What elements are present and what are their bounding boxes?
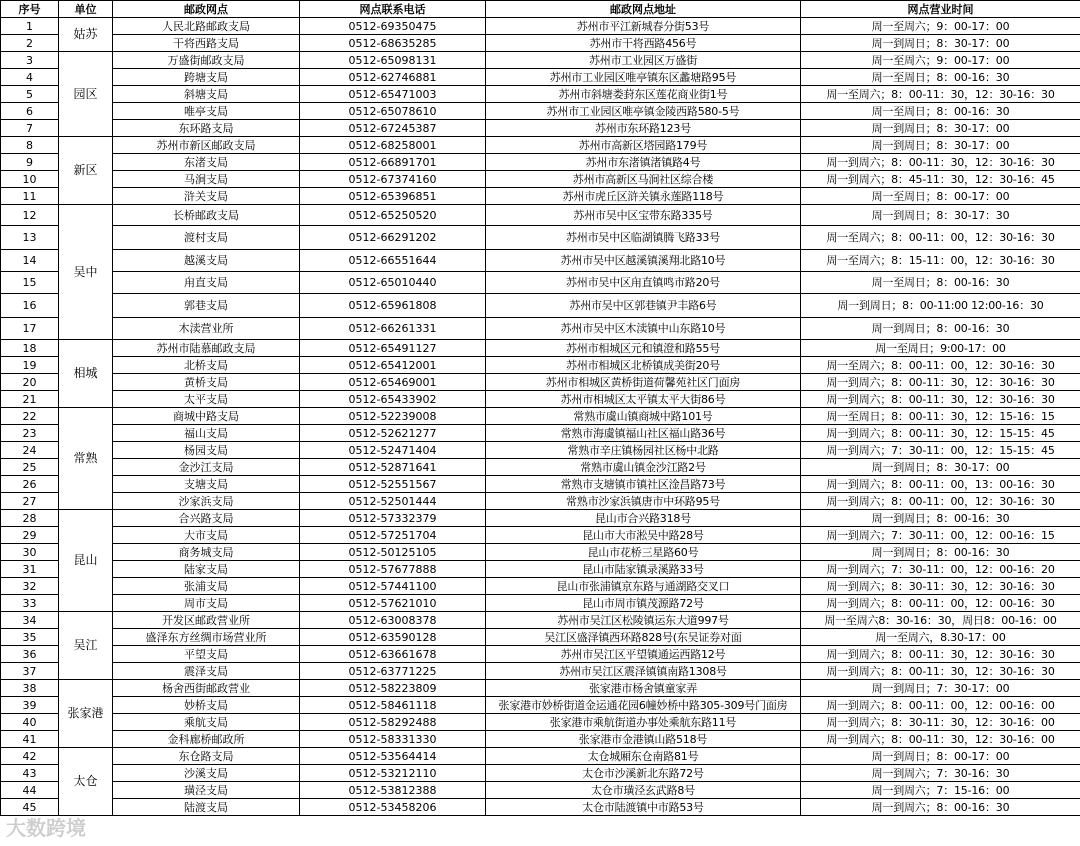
cell-address: 昆山市陆家镇录溪路33号 (486, 561, 801, 578)
cell-hours: 周一到周六；8：45-11：30，12：30-16：45 (801, 171, 1080, 188)
cell-index: 42 (1, 748, 59, 765)
cell-branch: 陆渡支局 (113, 799, 300, 816)
cell-branch: 合兴路支局 (113, 510, 300, 527)
cell-hours: 周一至周六8：30-16：30，周日8：00-16：00 (801, 612, 1080, 629)
header-phone: 网点联系电话 (300, 1, 486, 18)
cell-phone: 0512-66261331 (300, 318, 486, 340)
cell-address: 常熟市虞山镇金沙江路2号 (486, 459, 801, 476)
cell-hours: 周一到周日；8：30-17：30 (801, 205, 1080, 226)
cell-address: 苏州市干将西路456号 (486, 35, 801, 52)
cell-index: 21 (1, 391, 59, 408)
cell-phone: 0512-66891701 (300, 154, 486, 171)
cell-phone: 0512-65250520 (300, 205, 486, 226)
table-row (1, 250, 1080, 272)
cell-index: 45 (1, 799, 59, 816)
cell-index: 38 (1, 680, 59, 697)
cell-address: 昆山市花桥三星路60号 (486, 544, 801, 561)
table-row (1, 226, 1080, 250)
cell-branch: 斜塘支局 (113, 86, 300, 103)
cell-hours: 周一到周日；8：00-16：30 (801, 510, 1080, 527)
cell-index: 29 (1, 527, 59, 544)
cell-phone: 0512-58292488 (300, 714, 486, 731)
cell-index: 19 (1, 357, 59, 374)
cell-phone: 0512-65433902 (300, 391, 486, 408)
cell-branch: 大市支局 (113, 527, 300, 544)
cell-hours: 周一到周日；8：30-17：00 (801, 35, 1080, 52)
cell-index: 13 (1, 226, 59, 250)
cell-index: 9 (1, 154, 59, 171)
cell-branch: 乘航支局 (113, 714, 300, 731)
cell-phone: 0512-57251704 (300, 527, 486, 544)
cell-index: 32 (1, 578, 59, 595)
table-row (1, 510, 1080, 527)
cell-address: 苏州市高新区马涧社区综合楼 (486, 171, 801, 188)
cell-index: 6 (1, 103, 59, 120)
cell-address: 苏州市东环路123号 (486, 120, 801, 137)
table-row (1, 408, 1080, 425)
cell-index: 39 (1, 697, 59, 714)
cell-phone: 0512-52501444 (300, 493, 486, 510)
table-row (1, 782, 1080, 799)
cell-address: 苏州市吴中区宝带东路335号 (486, 205, 801, 226)
cell-branch: 黄桥支局 (113, 374, 300, 391)
cell-index: 7 (1, 120, 59, 137)
cell-unit: 常熟 (59, 408, 113, 510)
cell-address: 苏州市虎丘区浒关镇永莲路118号 (486, 188, 801, 205)
cell-address: 苏州市吴中区越溪镇溪翔北路10号 (486, 250, 801, 272)
cell-branch: 张浦支局 (113, 578, 300, 595)
cell-branch: 杨园支局 (113, 442, 300, 459)
cell-phone: 0512-50125105 (300, 544, 486, 561)
cell-branch: 震泽支局 (113, 663, 300, 680)
cell-address: 昆山市张浦镇京东路与通湖路交叉口 (486, 578, 801, 595)
cell-hours: 周一到周六；8：00-16：30 (801, 799, 1080, 816)
cell-index: 43 (1, 765, 59, 782)
table-row (1, 527, 1080, 544)
cell-phone: 0512-53812388 (300, 782, 486, 799)
cell-phone: 0512-53212110 (300, 765, 486, 782)
cell-index: 41 (1, 731, 59, 748)
cell-branch: 东渚支局 (113, 154, 300, 171)
table-row (1, 86, 1080, 103)
cell-branch: 长桥邮政支局 (113, 205, 300, 226)
cell-branch: 人民北路邮政支局 (113, 18, 300, 35)
table-row (1, 799, 1080, 816)
cell-index: 25 (1, 459, 59, 476)
cell-address: 太仓市陆渡镇中市路53号 (486, 799, 801, 816)
header-unit: 单位 (59, 1, 113, 18)
cell-hours: 周一到周日；8：00-16：30 (801, 318, 1080, 340)
cell-index: 1 (1, 18, 59, 35)
table-row (1, 544, 1080, 561)
cell-unit: 姑苏 (59, 18, 113, 52)
cell-address: 张家港市金港镇山路518号 (486, 731, 801, 748)
cell-phone: 0512-52551567 (300, 476, 486, 493)
cell-unit: 张家港 (59, 680, 113, 748)
cell-branch: 金科廊桥邮政所 (113, 731, 300, 748)
cell-address: 张家港市乘航街道办事处乘航东路11号 (486, 714, 801, 731)
cell-unit: 太仓 (59, 748, 113, 816)
table-row (1, 103, 1080, 120)
cell-phone: 0512-53458206 (300, 799, 486, 816)
cell-hours: 周一到周日；8：00-11:00 12:00-16：30 (801, 294, 1080, 318)
cell-branch: 杨舍西街邮政营业 (113, 680, 300, 697)
cell-phone: 0512-65010440 (300, 272, 486, 294)
cell-unit: 园区 (59, 52, 113, 137)
table-row (1, 35, 1080, 52)
cell-index: 2 (1, 35, 59, 52)
cell-phone: 0512-67245387 (300, 120, 486, 137)
cell-index: 31 (1, 561, 59, 578)
header-hours: 网点营业时间 (801, 1, 1080, 18)
cell-address: 常熟市支塘镇市镇社区淦昌路73号 (486, 476, 801, 493)
cell-branch: 璜泾支局 (113, 782, 300, 799)
cell-index: 20 (1, 374, 59, 391)
cell-branch: 周市支局 (113, 595, 300, 612)
cell-index: 17 (1, 318, 59, 340)
cell-address: 苏州市东渚镇渚镇路4号 (486, 154, 801, 171)
cell-hours: 周一到周六；8：00-11：30，12：30-16：00 (801, 731, 1080, 748)
cell-address: 张家港市杨舍镇童家弄 (486, 680, 801, 697)
cell-hours: 周一到周日；8：00-16：30 (801, 544, 1080, 561)
cell-address: 苏州市工业园区万盛街 (486, 52, 801, 69)
cell-hours: 周一至周日；8：00-11：30，12：15-16：15 (801, 408, 1080, 425)
cell-address: 苏州市吴中区甪直镇鸣市路20号 (486, 272, 801, 294)
table-row (1, 697, 1080, 714)
table-row (1, 595, 1080, 612)
cell-branch: 木渎营业所 (113, 318, 300, 340)
cell-index: 5 (1, 86, 59, 103)
cell-hours: 周一到周六；7：30-11：00，12：00-16：15 (801, 527, 1080, 544)
table-row (1, 154, 1080, 171)
cell-phone: 0512-69350475 (300, 18, 486, 35)
cell-index: 16 (1, 294, 59, 318)
cell-branch: 支塘支局 (113, 476, 300, 493)
cell-address: 常熟市虞山镇商城中路101号 (486, 408, 801, 425)
table-row (1, 188, 1080, 205)
cell-index: 14 (1, 250, 59, 272)
cell-unit: 昆山 (59, 510, 113, 612)
cell-branch: 郭巷支局 (113, 294, 300, 318)
cell-address: 苏州市相城区黄桥街道荷馨苑社区门面房 (486, 374, 801, 391)
cell-address: 太仓城厢东仓南路81号 (486, 748, 801, 765)
table-row (1, 205, 1080, 226)
cell-branch: 北桥支局 (113, 357, 300, 374)
cell-phone: 0512-65098131 (300, 52, 486, 69)
cell-address: 苏州市吴江区松陵镇运东大道997号 (486, 612, 801, 629)
cell-index: 33 (1, 595, 59, 612)
cell-branch: 唯亭支局 (113, 103, 300, 120)
cell-branch: 东仓路支局 (113, 748, 300, 765)
cell-hours: 周一到周六；8：00-11：30，12：30-16：30 (801, 663, 1080, 680)
cell-hours: 周一至周六；8：00-11：00，12：30-16：30 (801, 357, 1080, 374)
header-branch: 邮政网点 (113, 1, 300, 18)
cell-branch: 沙家浜支局 (113, 493, 300, 510)
table-row (1, 318, 1080, 340)
cell-hours: 周一到周日；8：30-17：00 (801, 459, 1080, 476)
cell-index: 18 (1, 340, 59, 357)
cell-index: 37 (1, 663, 59, 680)
table-row (1, 340, 1080, 357)
table-row (1, 646, 1080, 663)
cell-hours: 周一到周日；8：00-17：00 (801, 748, 1080, 765)
cell-hours: 周一到周六；8：00-11：30，12：30-16：30 (801, 374, 1080, 391)
cell-phone: 0512-57332379 (300, 510, 486, 527)
cell-hours: 周一至周六；8：00-11：30，12：30-16：30 (801, 86, 1080, 103)
cell-branch: 福山支局 (113, 425, 300, 442)
table-row (1, 391, 1080, 408)
cell-phone: 0512-58461118 (300, 697, 486, 714)
table-row (1, 561, 1080, 578)
cell-hours: 周一至周六，8.30-17：00 (801, 629, 1080, 646)
cell-branch: 平望支局 (113, 646, 300, 663)
cell-phone: 0512-52621277 (300, 425, 486, 442)
cell-index: 28 (1, 510, 59, 527)
cell-hours: 周一至周日；8：00-16：30 (801, 103, 1080, 120)
table-row (1, 493, 1080, 510)
table-row (1, 171, 1080, 188)
cell-address: 太仓市璜泾玄武路8号 (486, 782, 801, 799)
cell-index: 34 (1, 612, 59, 629)
cell-hours: 周一到周六；8：00-11：30，12：15-15：45 (801, 425, 1080, 442)
cell-branch: 跨塘支局 (113, 69, 300, 86)
cell-branch: 渡村支局 (113, 226, 300, 250)
cell-branch: 干将西路支局 (113, 35, 300, 52)
cell-hours: 周一到周六；8：00-11：30，12：30-16：30 (801, 646, 1080, 663)
cell-branch: 越溪支局 (113, 250, 300, 272)
table-row (1, 137, 1080, 154)
table-row (1, 663, 1080, 680)
cell-unit: 吴中 (59, 205, 113, 340)
cell-address: 苏州市高新区塔园路179号 (486, 137, 801, 154)
cell-phone: 0512-65396851 (300, 188, 486, 205)
cell-phone: 0512-65469001 (300, 374, 486, 391)
cell-branch: 万盛街邮政支局 (113, 52, 300, 69)
cell-hours: 周一到周六；8：00-11：30，12：30-16：30 (801, 391, 1080, 408)
cell-branch: 东环路支局 (113, 120, 300, 137)
cell-hours: 周一到周六；8：00-11：00，12：00-16：00 (801, 697, 1080, 714)
cell-address: 苏州市吴中区临湖镇腾飞路33号 (486, 226, 801, 250)
cell-phone: 0512-65491127 (300, 340, 486, 357)
cell-hours: 周一到周六；8：00-11：00，13：00-16：30 (801, 476, 1080, 493)
cell-branch: 苏州市新区邮政支局 (113, 137, 300, 154)
table-row (1, 425, 1080, 442)
cell-index: 36 (1, 646, 59, 663)
cell-phone: 0512-63008378 (300, 612, 486, 629)
cell-hours: 周一到周六；8：00-11：00，12：30-16：30 (801, 493, 1080, 510)
cell-hours: 周一至周六；8：15-11：00，12：30-16：30 (801, 250, 1080, 272)
table-row (1, 748, 1080, 765)
cell-index: 35 (1, 629, 59, 646)
cell-index: 4 (1, 69, 59, 86)
cell-address: 昆山市合兴路318号 (486, 510, 801, 527)
cell-hours: 周一到周六；7：30-16：30 (801, 765, 1080, 782)
cell-address: 昆山市大市淞吴中路28号 (486, 527, 801, 544)
table-row (1, 731, 1080, 748)
cell-branch: 开发区邮政营业所 (113, 612, 300, 629)
table-row (1, 612, 1080, 629)
cell-hours: 周一至周日；8：00-17：00 (801, 188, 1080, 205)
cell-phone: 0512-58223809 (300, 680, 486, 697)
cell-index: 15 (1, 272, 59, 294)
cell-hours: 周一到周六；7：30-11：00，12：00-16：20 (801, 561, 1080, 578)
cell-address: 常熟市海虞镇福山社区福山路36号 (486, 425, 801, 442)
cell-hours: 周一到周日；8：30-17：00 (801, 137, 1080, 154)
cell-hours: 周一到周六；8：30-11：30，12：30-16：30 (801, 578, 1080, 595)
cell-index: 10 (1, 171, 59, 188)
table-row (1, 442, 1080, 459)
table-row (1, 357, 1080, 374)
header-index: 序号 (1, 1, 59, 18)
table-row (1, 18, 1080, 35)
table-row (1, 69, 1080, 86)
cell-phone: 0512-66551644 (300, 250, 486, 272)
cell-phone: 0512-57441100 (300, 578, 486, 595)
cell-address: 苏州市相城区元和镇澄和路55号 (486, 340, 801, 357)
cell-phone: 0512-57621010 (300, 595, 486, 612)
cell-phone: 0512-58331330 (300, 731, 486, 748)
cell-branch: 太平支局 (113, 391, 300, 408)
cell-hours: 周一至周六；9：00-17：00 (801, 18, 1080, 35)
cell-branch: 浒关支局 (113, 188, 300, 205)
table-row (1, 476, 1080, 493)
table-row (1, 765, 1080, 782)
cell-address: 苏州市相城区北桥镇成美街20号 (486, 357, 801, 374)
cell-hours: 周一至周日；8：00-16：30 (801, 272, 1080, 294)
cell-unit: 新区 (59, 137, 113, 205)
table-row (1, 294, 1080, 318)
cell-address: 苏州市工业园区唯亭镇东区蠡塘路95号 (486, 69, 801, 86)
cell-hours: 周一到周日；8：30-17：00 (801, 120, 1080, 137)
cell-address: 昆山市周市镇茂源路72号 (486, 595, 801, 612)
cell-address: 苏州市吴江区平望镇通运西路12号 (486, 646, 801, 663)
cell-phone: 0512-52239008 (300, 408, 486, 425)
cell-index: 22 (1, 408, 59, 425)
cell-phone: 0512-63771225 (300, 663, 486, 680)
cell-hours: 周一到周六；8：30-11：30，12：30-16：00 (801, 714, 1080, 731)
cell-branch: 妙桥支局 (113, 697, 300, 714)
cell-branch: 马涧支局 (113, 171, 300, 188)
cell-hours: 周一到周六；8：00-11：30，12：30-16：30 (801, 154, 1080, 171)
cell-phone: 0512-63661678 (300, 646, 486, 663)
table-row (1, 52, 1080, 69)
cell-address: 苏州市吴江区震泽镇镇南路1308号 (486, 663, 801, 680)
cell-hours: 周一到周六；7：30-11：00，12：15-15：45 (801, 442, 1080, 459)
cell-phone: 0512-66291202 (300, 226, 486, 250)
cell-branch: 商务城支局 (113, 544, 300, 561)
cell-branch: 沙溪支局 (113, 765, 300, 782)
cell-index: 11 (1, 188, 59, 205)
cell-index: 26 (1, 476, 59, 493)
cell-phone: 0512-65471003 (300, 86, 486, 103)
cell-index: 30 (1, 544, 59, 561)
table-row (1, 629, 1080, 646)
cell-hours: 周一到周六；7：15-16：00 (801, 782, 1080, 799)
cell-address: 苏州市平江新城春分街53号 (486, 18, 801, 35)
cell-hours: 周一到周日；7：30-17：00 (801, 680, 1080, 697)
cell-branch: 苏州市陆慕邮政支局 (113, 340, 300, 357)
table-row (1, 680, 1080, 697)
cell-index: 23 (1, 425, 59, 442)
table-body (1, 18, 1080, 816)
cell-branch: 金沙江支局 (113, 459, 300, 476)
cell-hours: 周一至周六；9：00-17：00 (801, 52, 1080, 69)
cell-phone: 0512-57677888 (300, 561, 486, 578)
cell-phone: 0512-62746881 (300, 69, 486, 86)
cell-index: 8 (1, 137, 59, 154)
cell-phone: 0512-52871641 (300, 459, 486, 476)
table-row (1, 578, 1080, 595)
cell-phone: 0512-52471404 (300, 442, 486, 459)
header-address: 邮政网点地址 (486, 1, 801, 18)
cell-unit: 吴江 (59, 612, 113, 680)
cell-index: 3 (1, 52, 59, 69)
cell-unit: 相城 (59, 340, 113, 408)
cell-phone: 0512-63590128 (300, 629, 486, 646)
table-row (1, 272, 1080, 294)
cell-phone: 0512-53564414 (300, 748, 486, 765)
cell-hours: 周一到周六；8：00-11：00，12：00-16：30 (801, 595, 1080, 612)
cell-index: 24 (1, 442, 59, 459)
cell-branch: 甪直支局 (113, 272, 300, 294)
cell-address: 苏州市吴中区郭巷镇尹丰路6号 (486, 294, 801, 318)
cell-phone: 0512-65961808 (300, 294, 486, 318)
header-row (1, 1, 1080, 18)
cell-phone: 0512-65412001 (300, 357, 486, 374)
cell-index: 12 (1, 205, 59, 226)
cell-index: 27 (1, 493, 59, 510)
cell-address: 苏州市相城区太平镇太平大街86号 (486, 391, 801, 408)
cell-branch: 陆家支局 (113, 561, 300, 578)
table-row (1, 459, 1080, 476)
table-row (1, 374, 1080, 391)
cell-hours: 周一至周日；8：00-16：30 (801, 69, 1080, 86)
cell-address: 张家港市妙桥街道金运通花园6幢妙桥中路305-309号门面房 (486, 697, 801, 714)
cell-address: 苏州市斜塘娄葑东区莲花商业街1号 (486, 86, 801, 103)
cell-index: 44 (1, 782, 59, 799)
cell-address: 苏州市工业园区唯亭镇金陵西路580-5号 (486, 103, 801, 120)
cell-phone: 0512-65078610 (300, 103, 486, 120)
cell-phone: 0512-67374160 (300, 171, 486, 188)
table-row (1, 120, 1080, 137)
cell-address: 太仓市沙溪新北东路72号 (486, 765, 801, 782)
cell-hours: 周一至周日；9:00-17：00 (801, 340, 1080, 357)
cell-branch: 盛泽东方丝绸市场营业所 (113, 629, 300, 646)
cell-address: 吴江区盛泽镇西环路828号(东吴证券对面 (486, 629, 801, 646)
cell-address: 苏州市吴中区木渎镇中山东路10号 (486, 318, 801, 340)
cell-address: 常熟市沙家浜镇唐市中环路95号 (486, 493, 801, 510)
watermark: 大数跨境 (6, 816, 86, 840)
cell-phone: 0512-68258001 (300, 137, 486, 154)
cell-phone: 0512-68635285 (300, 35, 486, 52)
cell-branch: 商城中路支局 (113, 408, 300, 425)
table-row (1, 714, 1080, 731)
cell-address: 常熟市辛庄镇杨园社区杨中北路 (486, 442, 801, 459)
cell-hours: 周一至周六；8：00-11：00，12：30-16：30 (801, 226, 1080, 250)
cell-index: 40 (1, 714, 59, 731)
